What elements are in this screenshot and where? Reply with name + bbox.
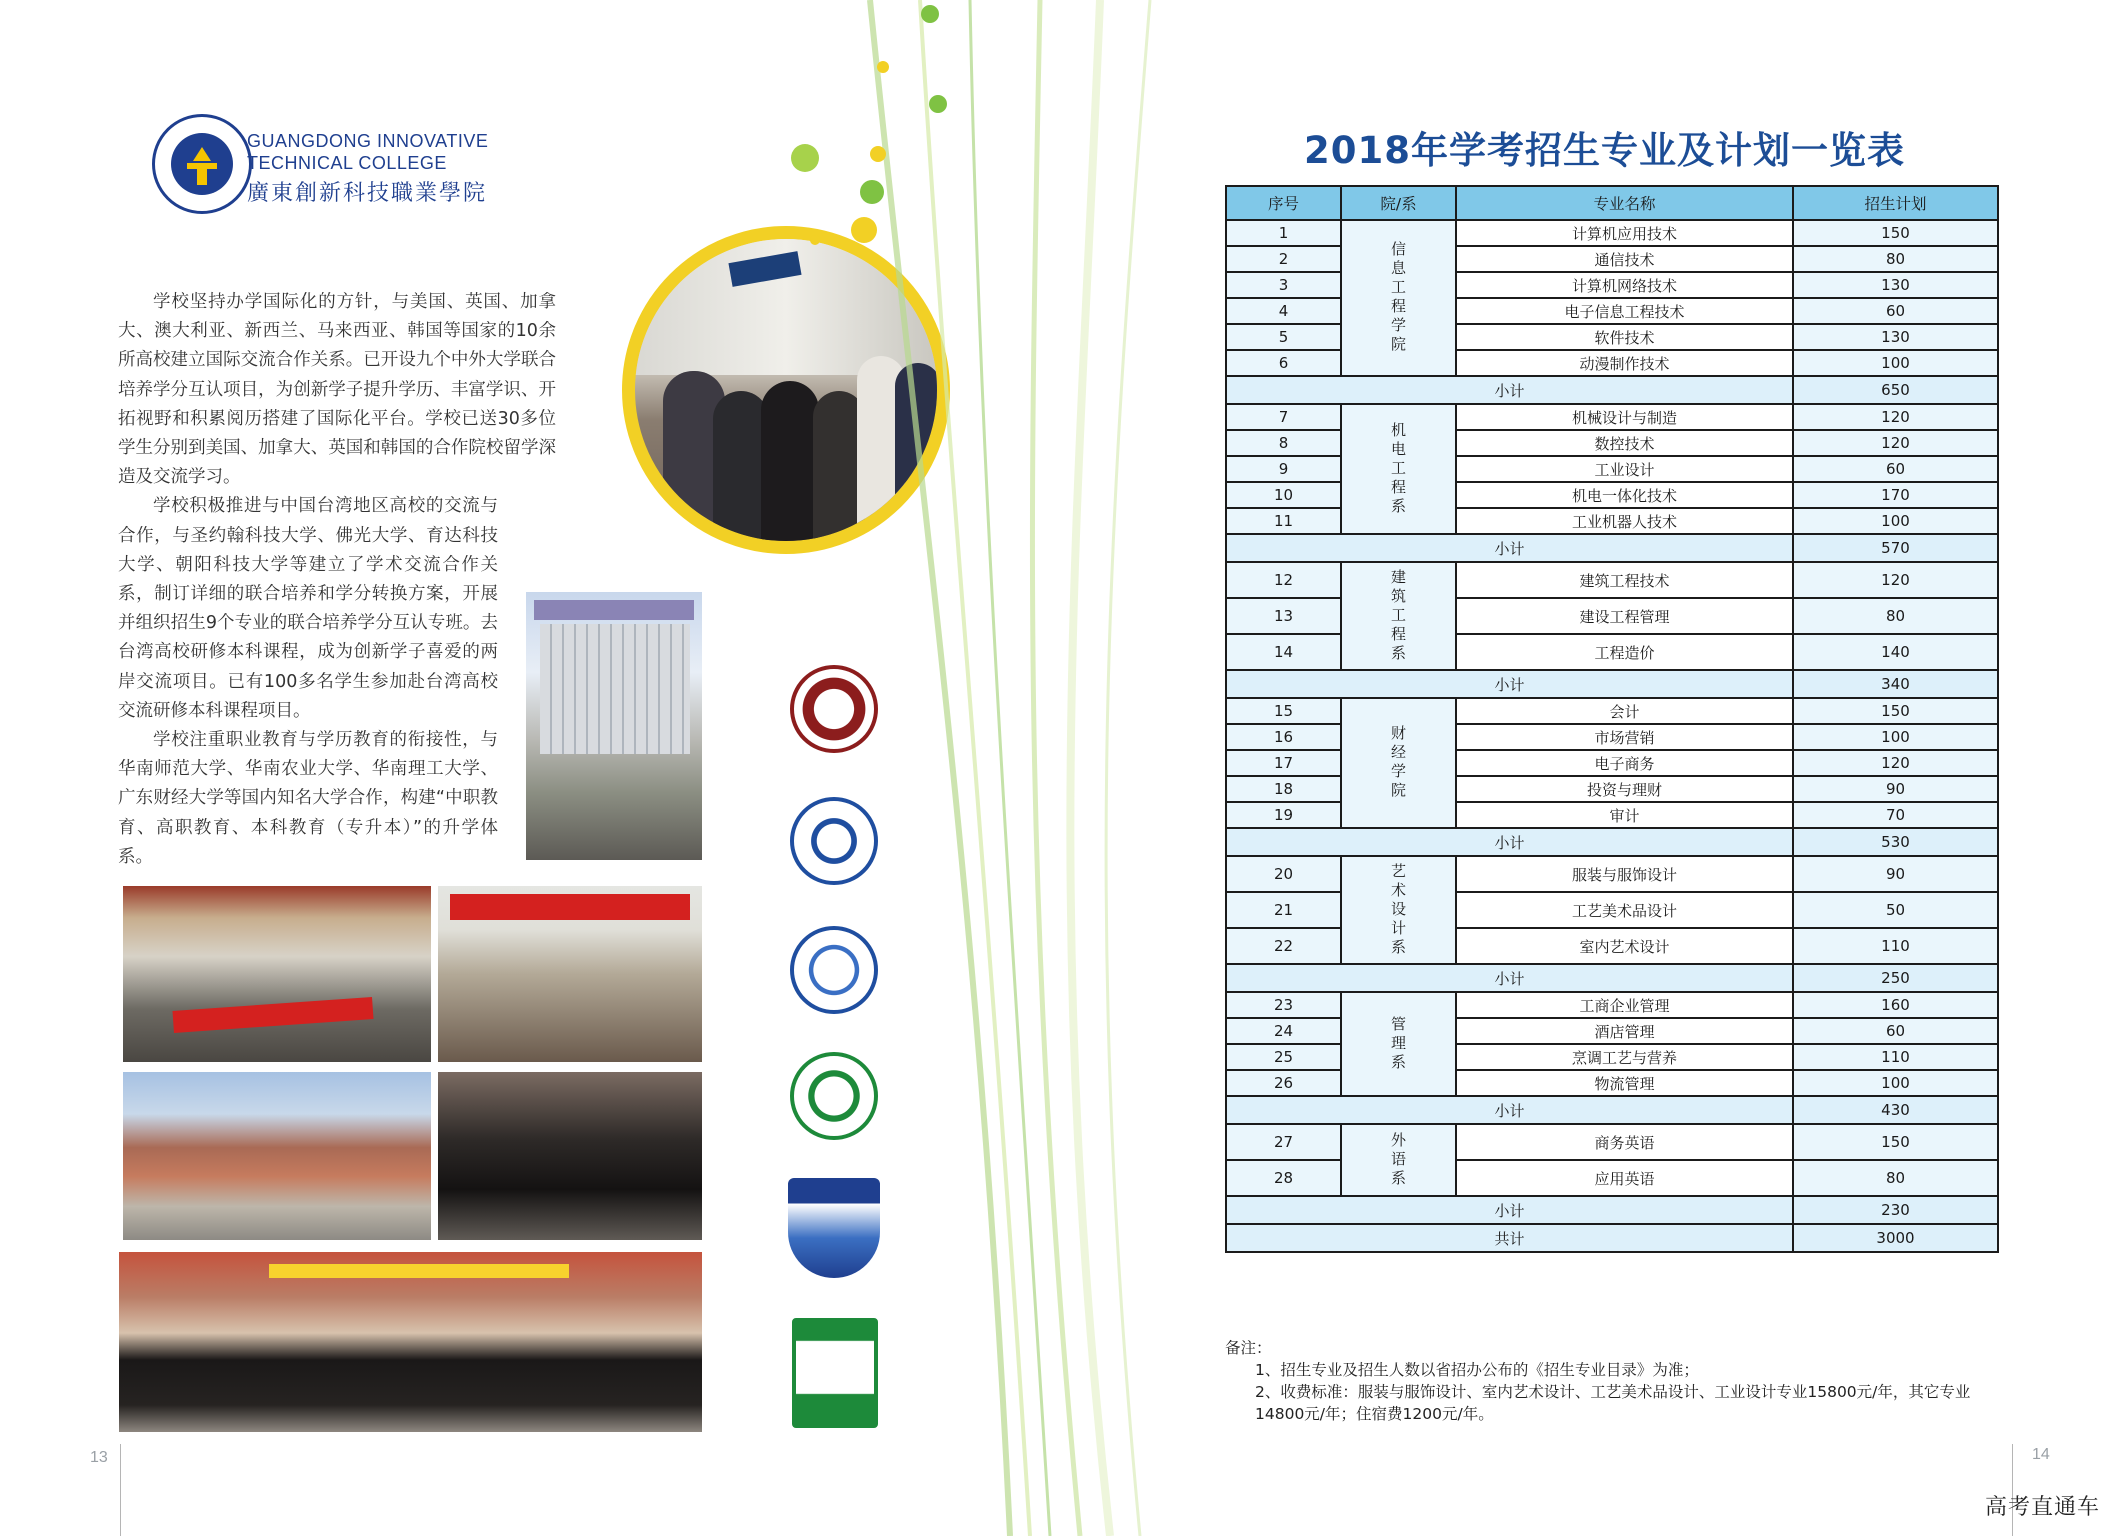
row-number: 12 (1226, 562, 1341, 598)
row-number: 6 (1226, 350, 1341, 376)
major-name: 工商企业管理 (1456, 992, 1793, 1018)
total-value: 3000 (1793, 1224, 1998, 1252)
total-label: 共计 (1226, 1224, 1793, 1252)
row-number: 1 (1226, 220, 1341, 246)
subtotal-value: 430 (1793, 1096, 1998, 1124)
row-number: 13 (1226, 598, 1341, 634)
subtotal-value: 570 (1793, 534, 1998, 562)
subtotal-value: 250 (1793, 964, 1998, 992)
notes (1225, 1337, 2005, 1425)
row-number: 9 (1226, 456, 1341, 482)
major-name: 烹调工艺与营养 (1456, 1044, 1793, 1070)
major-name: 室内艺术设计 (1456, 928, 1793, 964)
row-number: 5 (1226, 324, 1341, 350)
page-number-right: 14 (2032, 1446, 2050, 1463)
major-name: 计算机网络技术 (1456, 272, 1793, 298)
subtotal-label: 小计 (1226, 828, 1793, 856)
row-number: 28 (1226, 1160, 1341, 1196)
row-number: 17 (1226, 750, 1341, 776)
major-name: 审计 (1456, 802, 1793, 828)
row-number: 4 (1226, 298, 1341, 324)
major-name: 电子信息工程技术 (1456, 298, 1793, 324)
subtotal-value: 530 (1793, 828, 1998, 856)
plan-count: 80 (1793, 598, 1998, 634)
major-name: 数控技术 (1456, 430, 1793, 456)
major-name: 应用英语 (1456, 1160, 1793, 1196)
subtotal-row (1226, 964, 1998, 992)
dept-name: 信息工程学院 (1341, 220, 1456, 376)
graduation-gowns-photo (438, 1072, 702, 1240)
plan-count: 120 (1793, 430, 1998, 456)
row-number: 7 (1226, 404, 1341, 430)
table-title: 2018年学考招生专业及计划一览表 (1304, 129, 1905, 172)
subtotal-label: 小计 (1226, 670, 1793, 698)
subtotal-label: 小计 (1226, 376, 1793, 404)
subtotal-label: 小计 (1226, 1196, 1793, 1224)
table-row (1226, 698, 1998, 724)
plan-count: 120 (1793, 562, 1998, 598)
plan-count: 90 (1793, 776, 1998, 802)
plan-count: 50 (1793, 892, 1998, 928)
college-seal-icon (152, 114, 252, 214)
intro-paragraph-2: 学校积极推进与中国台湾地区高校的交流与合作，与圣约翰科技大学、佛光大学、育达科技大学、朝阳科技大学等建立了学术交流合作关系，制订详细的联合培养和学分转换方案，开展并组织招生9个专业的联合培养学分互认专班。去台湾高校研修本科课程，成为创新学子喜爱的两岸交流项目。已有100多名学生参加赴台湾高校交流研修本科课程项目。 (118, 496, 498, 721)
row-number: 3 (1226, 272, 1341, 298)
plan-count: 100 (1793, 350, 1998, 376)
note-2: 2、收费标准：服装与服饰设计、室内艺术设计、工艺美术品设计、工业设计专业15800元/年，其它专业14800元/年；住宿费1200元/年。 (1255, 1383, 1971, 1423)
major-name: 工业设计 (1456, 456, 1793, 482)
row-number: 14 (1226, 634, 1341, 670)
table-row (1226, 220, 1998, 246)
major-name: 工业机器人技术 (1456, 508, 1793, 534)
row-number: 24 (1226, 1018, 1341, 1044)
college-logo (152, 114, 512, 224)
row-number: 26 (1226, 1070, 1341, 1096)
row-number: 18 (1226, 776, 1341, 802)
major-name: 投资与理财 (1456, 776, 1793, 802)
decorative-lines-and-dots (780, 0, 1200, 1536)
row-number: 8 (1226, 430, 1341, 456)
plan-count: 140 (1793, 634, 1998, 670)
plan-count: 100 (1793, 508, 1998, 534)
enrollment-plan-table (1225, 185, 1999, 1253)
table-header-row (1226, 186, 1998, 220)
row-number: 25 (1226, 1044, 1341, 1070)
subtotal-row (1226, 828, 1998, 856)
plan-count: 160 (1793, 992, 1998, 1018)
major-name: 建设工程管理 (1456, 598, 1793, 634)
row-number: 10 (1226, 482, 1341, 508)
row-number: 2 (1226, 246, 1341, 272)
total-row (1226, 1224, 1998, 1252)
major-name: 物流管理 (1456, 1070, 1793, 1096)
major-name: 机械设计与制造 (1456, 404, 1793, 430)
plan-count: 110 (1793, 928, 1998, 964)
subtotal-value: 230 (1793, 1196, 1998, 1224)
table-row (1226, 992, 1998, 1018)
row-number: 20 (1226, 856, 1341, 892)
row-number: 11 (1226, 508, 1341, 534)
plan-count: 60 (1793, 298, 1998, 324)
plan-count: 130 (1793, 272, 1998, 298)
major-name: 电子商务 (1456, 750, 1793, 776)
margin-line-left (120, 1444, 121, 1536)
dept-name: 艺术设计系 (1341, 856, 1456, 964)
dept-name: 财经学院 (1341, 698, 1456, 828)
subtotal-value: 650 (1793, 376, 1998, 404)
row-number: 16 (1226, 724, 1341, 750)
header-no: 序号 (1226, 186, 1341, 220)
college-name-en-line1: GUANGDONG INNOVATIVE (247, 131, 489, 151)
header-plan: 招生计划 (1793, 186, 1998, 220)
subtotal-row (1226, 534, 1998, 562)
row-number: 15 (1226, 698, 1341, 724)
major-name: 通信技术 (1456, 246, 1793, 272)
plan-count: 90 (1793, 856, 1998, 892)
plan-count: 80 (1793, 246, 1998, 272)
plan-count: 100 (1793, 724, 1998, 750)
table-row (1226, 856, 1998, 892)
major-name: 机电一体化技术 (1456, 482, 1793, 508)
row-number: 23 (1226, 992, 1341, 1018)
subtotal-row (1226, 376, 1998, 404)
plan-count: 80 (1793, 1160, 1998, 1196)
notes-heading: 备注： (1225, 1339, 1272, 1357)
major-name: 商务英语 (1456, 1124, 1793, 1160)
plan-count: 170 (1793, 482, 1998, 508)
subtotal-row (1226, 1196, 1998, 1224)
table-row (1226, 404, 1998, 430)
plan-count: 150 (1793, 220, 1998, 246)
major-name: 酒店管理 (1456, 1018, 1793, 1044)
watermark: 高考直通车 (1985, 1495, 2101, 1520)
plan-count: 120 (1793, 750, 1998, 776)
subtotal-label: 小计 (1226, 964, 1793, 992)
plan-count: 130 (1793, 324, 1998, 350)
major-name: 建筑工程技术 (1456, 562, 1793, 598)
plan-count: 70 (1793, 802, 1998, 828)
subtotal-row (1226, 670, 1998, 698)
plan-count: 60 (1793, 1018, 1998, 1044)
major-name: 动漫制作技术 (1456, 350, 1793, 376)
intro-paragraph-1: 学校坚持办学国际化的方针，与美国、英国、加拿大、澳大利亚、新西兰、马来西亚、韩国等国家的10余所高校建立国际交流合作关系。已开设九个中外大学联合培养学分互认项目，为创新学子提升学历、丰富学识、开拓视野和积累阅历搭建了国际化平台。学校已送30多位学生分别到美国、加拿大、英国和韩国的合作院校留学深造及交流学习。 (118, 292, 556, 488)
page-number-left: 13 (90, 1449, 108, 1466)
subtotal-label: 小计 (1226, 534, 1793, 562)
intro-paragraph-3: 学校注重职业教育与学历教育的衔接性，与华南师范大学、华南农业大学、华南理工大学、广东财经大学等国内知名大学合作，构建“中职教育、高职教育、本科教育（专升本）”的升学体系。 (118, 730, 498, 867)
header-dept: 院/系 (1341, 186, 1456, 220)
row-number: 22 (1226, 928, 1341, 964)
subtotal-value: 340 (1793, 670, 1998, 698)
major-name: 市场营销 (1456, 724, 1793, 750)
subtotal-label: 小计 (1226, 1096, 1793, 1124)
table-row (1226, 1124, 1998, 1160)
dept-name: 建筑工程系 (1341, 562, 1456, 670)
dept-name: 管理系 (1341, 992, 1456, 1096)
dept-name: 外语系 (1341, 1124, 1456, 1196)
plan-count: 100 (1793, 1070, 1998, 1096)
plan-count: 110 (1793, 1044, 1998, 1070)
major-name: 服装与服饰设计 (1456, 856, 1793, 892)
major-name: 工程造价 (1456, 634, 1793, 670)
plan-count: 120 (1793, 404, 1998, 430)
plan-count: 150 (1793, 698, 1998, 724)
college-name-cn: 廣東創新科技職業學院 (247, 181, 488, 206)
row-number: 27 (1226, 1124, 1341, 1160)
row-number: 19 (1226, 802, 1341, 828)
certificate-ceremony-photo (438, 886, 702, 1062)
graduation-group-photo (119, 1252, 702, 1432)
plan-count: 150 (1793, 1124, 1998, 1160)
campus-steps-photo (123, 1072, 431, 1240)
exchange-group-photo (123, 886, 431, 1062)
header-major: 专业名称 (1456, 186, 1793, 220)
note-1: 1、招生专业及招生人数以省招办公布的《招生专业目录》为准； (1255, 1361, 1699, 1379)
major-name: 计算机应用技术 (1456, 220, 1793, 246)
dept-name: 机电工程系 (1341, 404, 1456, 534)
major-name: 会计 (1456, 698, 1793, 724)
campus-building-photo (526, 592, 702, 860)
major-name: 软件技术 (1456, 324, 1793, 350)
intro-text (118, 288, 556, 872)
college-name-en-line2: TECHNICAL COLLEGE (247, 153, 447, 173)
row-number: 21 (1226, 892, 1341, 928)
plan-count: 60 (1793, 456, 1998, 482)
subtotal-row (1226, 1096, 1998, 1124)
major-name: 工艺美术品设计 (1456, 892, 1793, 928)
table-row (1226, 562, 1998, 598)
